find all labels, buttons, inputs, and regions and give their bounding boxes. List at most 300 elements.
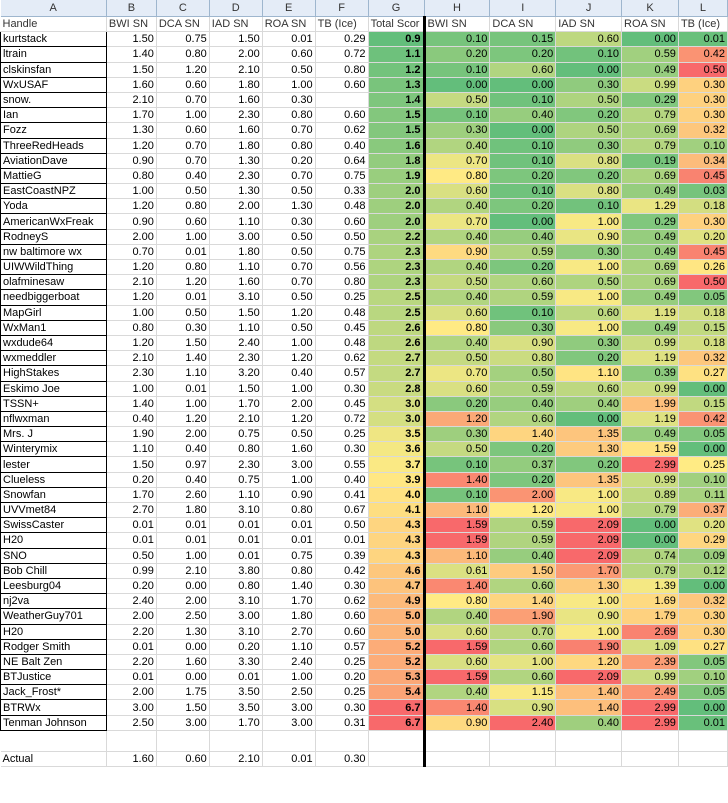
empty-cell[interactable] xyxy=(156,730,209,751)
error-cell[interactable]: 0.99 xyxy=(622,381,679,396)
total-score-cell[interactable]: 3.0 xyxy=(368,396,424,411)
forecast-cell[interactable]: 2.00 xyxy=(106,609,156,624)
forecast-cell[interactable]: 1.00 xyxy=(262,472,315,487)
error-cell[interactable]: 0.70 xyxy=(424,366,490,381)
error-cell[interactable]: 0.99 xyxy=(622,472,679,487)
error-cell[interactable]: 0.60 xyxy=(424,381,490,396)
forecast-cell[interactable]: 1.00 xyxy=(156,548,209,563)
forecast-cell[interactable]: 2.30 xyxy=(209,168,262,183)
error-cell[interactable]: 1.19 xyxy=(622,351,679,366)
error-cell[interactable]: 0.10 xyxy=(490,92,556,107)
error-cell[interactable]: 0.70 xyxy=(424,214,490,229)
total-score-cell[interactable]: 3.6 xyxy=(368,442,424,457)
error-cell[interactable]: 1.50 xyxy=(490,563,556,578)
empty-cell[interactable] xyxy=(622,730,679,751)
forecast-cell[interactable]: 0.75 xyxy=(209,427,262,442)
error-cell[interactable]: 0.05 xyxy=(678,685,727,700)
forecast-cell[interactable]: 0.30 xyxy=(262,92,315,107)
error-cell[interactable]: 0.34 xyxy=(678,153,727,168)
forecast-cell[interactable]: 0.99 xyxy=(106,563,156,578)
error-cell[interactable]: 0.89 xyxy=(622,487,679,502)
error-cell[interactable]: 0.40 xyxy=(424,229,490,244)
forecast-cell[interactable]: 1.00 xyxy=(156,108,209,123)
total-score-cell[interactable]: 2.0 xyxy=(368,199,424,214)
error-cell[interactable]: 0.90 xyxy=(556,609,622,624)
error-cell[interactable]: 0.50 xyxy=(556,123,622,138)
empty-cell[interactable] xyxy=(209,730,262,751)
forecast-cell[interactable]: 0.39 xyxy=(315,548,368,563)
handle-cell[interactable]: AmericanWxFreak xyxy=(1,214,107,229)
header-cell[interactable]: ROA SN xyxy=(622,17,679,32)
forecast-cell[interactable]: 0.80 xyxy=(262,563,315,578)
forecast-cell[interactable]: 0.64 xyxy=(315,153,368,168)
empty-cell[interactable] xyxy=(262,730,315,751)
error-cell[interactable]: 1.40 xyxy=(490,594,556,609)
forecast-cell[interactable]: 0.01 xyxy=(156,244,209,259)
handle-cell[interactable]: nflwxman xyxy=(1,411,107,426)
forecast-cell[interactable]: 0.01 xyxy=(106,670,156,685)
error-cell[interactable]: 0.42 xyxy=(678,47,727,62)
error-cell[interactable]: 0.45 xyxy=(678,244,727,259)
forecast-cell[interactable]: 1.80 xyxy=(262,609,315,624)
forecast-cell[interactable]: 1.70 xyxy=(262,594,315,609)
forecast-cell[interactable]: 0.80 xyxy=(156,199,209,214)
forecast-cell[interactable]: 0.75 xyxy=(262,548,315,563)
error-cell[interactable]: 0.30 xyxy=(678,624,727,639)
handle-cell[interactable]: wxmeddler xyxy=(1,351,107,366)
forecast-cell[interactable]: 2.70 xyxy=(106,503,156,518)
total-score-cell[interactable]: 4.3 xyxy=(368,518,424,533)
error-cell[interactable]: 0.32 xyxy=(678,594,727,609)
total-score-cell[interactable]: 5.2 xyxy=(368,639,424,654)
handle-cell[interactable]: Eskimo Joe xyxy=(1,381,107,396)
handle-cell[interactable]: ltrain xyxy=(1,47,107,62)
forecast-cell[interactable]: 0.80 xyxy=(209,578,262,593)
forecast-cell[interactable]: 1.80 xyxy=(209,244,262,259)
forecast-cell[interactable]: 0.00 xyxy=(156,639,209,654)
error-cell[interactable]: 0.69 xyxy=(622,123,679,138)
total-score-cell[interactable]: 2.5 xyxy=(368,290,424,305)
forecast-cell[interactable]: 0.50 xyxy=(262,229,315,244)
error-cell[interactable]: 0.11 xyxy=(678,487,727,502)
header-cell[interactable]: BWI SN xyxy=(424,17,490,32)
forecast-cell[interactable]: 1.00 xyxy=(156,396,209,411)
forecast-cell[interactable]: 0.01 xyxy=(262,533,315,548)
error-cell[interactable]: 0.20 xyxy=(678,518,727,533)
forecast-cell[interactable]: 1.20 xyxy=(106,335,156,350)
forecast-cell[interactable]: 3.80 xyxy=(209,563,262,578)
forecast-cell[interactable]: 0.62 xyxy=(315,594,368,609)
forecast-cell[interactable]: 2.40 xyxy=(262,654,315,669)
total-score-cell[interactable]: 5.2 xyxy=(368,654,424,669)
forecast-cell[interactable]: 0.41 xyxy=(315,487,368,502)
error-cell[interactable]: 0.00 xyxy=(678,381,727,396)
error-cell[interactable]: 1.00 xyxy=(556,290,622,305)
error-cell[interactable]: 0.10 xyxy=(490,138,556,153)
error-cell[interactable]: 0.10 xyxy=(556,199,622,214)
error-cell[interactable]: 0.10 xyxy=(678,670,727,685)
error-cell[interactable]: 0.60 xyxy=(490,275,556,290)
error-cell[interactable]: 0.05 xyxy=(678,427,727,442)
error-cell[interactable]: 0.27 xyxy=(678,366,727,381)
forecast-cell[interactable]: 0.50 xyxy=(262,320,315,335)
forecast-cell[interactable]: 0.70 xyxy=(156,153,209,168)
handle-cell[interactable]: kurtstack xyxy=(1,32,107,47)
error-cell[interactable]: 0.00 xyxy=(678,578,727,593)
forecast-cell[interactable]: 2.30 xyxy=(209,108,262,123)
error-cell[interactable]: 0.19 xyxy=(622,153,679,168)
empty-cell[interactable] xyxy=(106,730,156,751)
error-cell[interactable]: 0.40 xyxy=(424,260,490,275)
error-cell[interactable]: 0.50 xyxy=(556,275,622,290)
error-cell[interactable]: 0.40 xyxy=(490,548,556,563)
forecast-cell[interactable]: 2.10 xyxy=(209,62,262,77)
forecast-cell[interactable]: 0.75 xyxy=(209,472,262,487)
forecast-cell[interactable]: 1.20 xyxy=(106,199,156,214)
forecast-cell[interactable]: 0.62 xyxy=(315,351,368,366)
error-cell[interactable]: 0.79 xyxy=(622,138,679,153)
error-cell[interactable]: 1.40 xyxy=(490,427,556,442)
header-cell[interactable]: TB (Ice) xyxy=(678,17,727,32)
forecast-cell[interactable]: 1.50 xyxy=(106,457,156,472)
error-cell[interactable]: 0.20 xyxy=(490,199,556,214)
total-score-cell[interactable]: 4.3 xyxy=(368,533,424,548)
forecast-cell[interactable]: 1.10 xyxy=(262,639,315,654)
forecast-cell[interactable]: 0.50 xyxy=(262,62,315,77)
total-score-cell[interactable]: 4.3 xyxy=(368,548,424,563)
forecast-cell[interactable]: 1.20 xyxy=(156,411,209,426)
forecast-cell[interactable]: 1.30 xyxy=(156,624,209,639)
error-cell[interactable]: 2.99 xyxy=(622,700,679,715)
forecast-cell[interactable]: 0.50 xyxy=(262,290,315,305)
total-score-cell[interactable]: 2.6 xyxy=(368,335,424,350)
error-cell[interactable]: 0.40 xyxy=(424,138,490,153)
forecast-cell[interactable]: 1.60 xyxy=(209,92,262,107)
forecast-cell[interactable]: 0.80 xyxy=(262,108,315,123)
error-cell[interactable]: 0.59 xyxy=(490,244,556,259)
error-cell[interactable]: 0.20 xyxy=(424,396,490,411)
error-cell[interactable]: 0.50 xyxy=(424,92,490,107)
error-cell[interactable]: 0.59 xyxy=(490,381,556,396)
actual-value-cell[interactable]: 0.01 xyxy=(262,751,315,766)
handle-cell[interactable]: Ian xyxy=(1,108,107,123)
total-score-cell[interactable]: 1.9 xyxy=(368,168,424,183)
error-cell[interactable]: 1.30 xyxy=(556,578,622,593)
error-cell[interactable]: 1.15 xyxy=(490,685,556,700)
error-cell[interactable]: 0.30 xyxy=(556,138,622,153)
forecast-cell[interactable]: 1.60 xyxy=(106,77,156,92)
error-cell[interactable]: 0.37 xyxy=(490,457,556,472)
forecast-cell[interactable]: 1.50 xyxy=(156,700,209,715)
handle-cell[interactable]: wxdude64 xyxy=(1,335,107,350)
empty-cell[interactable] xyxy=(368,751,424,766)
handle-cell[interactable]: BTJustice xyxy=(1,670,107,685)
handle-cell[interactable]: WxUSAF xyxy=(1,77,107,92)
empty-cell[interactable] xyxy=(678,730,727,751)
column-letter-a[interactable]: A xyxy=(1,0,107,17)
error-cell[interactable]: 0.20 xyxy=(556,351,622,366)
total-score-cell[interactable]: 2.2 xyxy=(368,229,424,244)
forecast-cell[interactable]: 0.20 xyxy=(315,670,368,685)
handle-cell[interactable]: ThreeRedHeads xyxy=(1,138,107,153)
forecast-cell[interactable]: 2.50 xyxy=(156,609,209,624)
empty-cell[interactable] xyxy=(368,730,424,751)
error-cell[interactable]: 0.59 xyxy=(490,518,556,533)
forecast-cell[interactable]: 0.40 xyxy=(156,168,209,183)
error-cell[interactable]: 0.00 xyxy=(490,123,556,138)
error-cell[interactable]: 0.15 xyxy=(678,396,727,411)
error-cell[interactable]: 0.79 xyxy=(622,503,679,518)
forecast-cell[interactable]: 2.70 xyxy=(262,624,315,639)
error-cell[interactable]: 0.45 xyxy=(678,168,727,183)
forecast-cell[interactable]: 2.30 xyxy=(209,457,262,472)
forecast-cell[interactable]: 3.00 xyxy=(156,715,209,730)
forecast-cell[interactable]: 0.20 xyxy=(262,153,315,168)
forecast-cell[interactable]: 0.50 xyxy=(262,184,315,199)
error-cell[interactable]: 2.99 xyxy=(622,715,679,730)
forecast-cell[interactable]: 0.50 xyxy=(315,518,368,533)
column-letter-g[interactable]: G xyxy=(368,0,424,17)
error-cell[interactable]: 2.39 xyxy=(622,654,679,669)
error-cell[interactable]: 1.00 xyxy=(556,487,622,502)
error-cell[interactable]: 0.99 xyxy=(622,335,679,350)
error-cell[interactable]: 1.40 xyxy=(424,472,490,487)
forecast-cell[interactable]: 0.60 xyxy=(315,214,368,229)
handle-cell[interactable]: UVVmet84 xyxy=(1,503,107,518)
error-cell[interactable]: 0.00 xyxy=(424,77,490,92)
forecast-cell[interactable]: 0.60 xyxy=(315,108,368,123)
header-cell[interactable]: Handle xyxy=(1,17,107,32)
error-cell[interactable]: 0.00 xyxy=(622,533,679,548)
error-cell[interactable]: 0.79 xyxy=(622,563,679,578)
error-cell[interactable]: 0.70 xyxy=(424,153,490,168)
forecast-cell[interactable]: 1.50 xyxy=(106,62,156,77)
error-cell[interactable]: 0.40 xyxy=(424,290,490,305)
error-cell[interactable]: 0.61 xyxy=(424,563,490,578)
error-cell[interactable]: 0.60 xyxy=(424,305,490,320)
error-cell[interactable]: 1.30 xyxy=(556,442,622,457)
forecast-cell[interactable]: 1.30 xyxy=(262,199,315,214)
forecast-cell[interactable]: 0.01 xyxy=(209,670,262,685)
empty-cell[interactable] xyxy=(678,751,727,766)
error-cell[interactable]: 1.39 xyxy=(622,578,679,593)
handle-cell[interactable]: UIWWildThing xyxy=(1,260,107,275)
forecast-cell[interactable]: 0.01 xyxy=(106,533,156,548)
forecast-cell[interactable]: 0.90 xyxy=(262,487,315,502)
error-cell[interactable]: 2.09 xyxy=(556,548,622,563)
total-score-cell[interactable]: 2.7 xyxy=(368,351,424,366)
forecast-cell[interactable]: 1.20 xyxy=(262,411,315,426)
total-score-cell[interactable]: 2.5 xyxy=(368,305,424,320)
error-cell[interactable]: 0.80 xyxy=(424,320,490,335)
header-cell[interactable]: ROA SN xyxy=(262,17,315,32)
forecast-cell[interactable]: 0.50 xyxy=(156,184,209,199)
total-score-cell[interactable]: 1.4 xyxy=(368,92,424,107)
handle-cell[interactable]: Rodger Smith xyxy=(1,639,107,654)
forecast-cell[interactable]: 1.00 xyxy=(262,670,315,685)
forecast-cell[interactable]: 0.57 xyxy=(315,366,368,381)
error-cell[interactable]: 0.79 xyxy=(622,108,679,123)
forecast-cell[interactable]: 1.60 xyxy=(156,654,209,669)
actual-value-cell[interactable]: 0.60 xyxy=(156,751,209,766)
error-cell[interactable]: 0.50 xyxy=(424,442,490,457)
forecast-cell[interactable]: 0.60 xyxy=(262,47,315,62)
forecast-cell[interactable]: 1.40 xyxy=(106,396,156,411)
forecast-cell[interactable]: 0.01 xyxy=(262,518,315,533)
error-cell[interactable]: 0.50 xyxy=(678,62,727,77)
forecast-cell[interactable]: 0.72 xyxy=(315,411,368,426)
error-cell[interactable]: 0.00 xyxy=(490,77,556,92)
error-cell[interactable]: 0.30 xyxy=(490,320,556,335)
total-score-cell[interactable]: 4.9 xyxy=(368,594,424,609)
forecast-cell[interactable]: 2.20 xyxy=(106,624,156,639)
forecast-cell[interactable]: 2.00 xyxy=(156,427,209,442)
forecast-cell[interactable]: 1.00 xyxy=(106,305,156,320)
error-cell[interactable]: 1.00 xyxy=(556,260,622,275)
error-cell[interactable]: 0.10 xyxy=(490,305,556,320)
error-cell[interactable]: 0.20 xyxy=(490,168,556,183)
error-cell[interactable]: 0.10 xyxy=(424,62,490,77)
error-cell[interactable]: 0.09 xyxy=(678,548,727,563)
forecast-cell[interactable]: 0.20 xyxy=(106,472,156,487)
forecast-cell[interactable]: 0.30 xyxy=(262,214,315,229)
error-cell[interactable]: 0.03 xyxy=(678,184,727,199)
forecast-cell[interactable]: 2.40 xyxy=(106,594,156,609)
forecast-cell[interactable]: 0.25 xyxy=(315,685,368,700)
forecast-cell[interactable]: 0.80 xyxy=(106,320,156,335)
handle-cell[interactable]: olafminesaw xyxy=(1,275,107,290)
column-letter-d[interactable]: D xyxy=(209,0,262,17)
error-cell[interactable]: 0.49 xyxy=(622,290,679,305)
error-cell[interactable]: 2.40 xyxy=(490,715,556,730)
handle-cell[interactable]: lester xyxy=(1,457,107,472)
handle-cell[interactable]: RodneyS xyxy=(1,229,107,244)
forecast-cell[interactable]: 1.70 xyxy=(209,715,262,730)
error-cell[interactable]: 1.00 xyxy=(556,320,622,335)
total-score-cell[interactable]: 4.6 xyxy=(368,563,424,578)
forecast-cell[interactable]: 2.10 xyxy=(209,411,262,426)
error-cell[interactable]: 0.30 xyxy=(556,244,622,259)
forecast-cell[interactable]: 3.50 xyxy=(209,700,262,715)
forecast-cell[interactable]: 1.00 xyxy=(106,184,156,199)
forecast-cell[interactable]: 0.70 xyxy=(262,123,315,138)
forecast-cell[interactable]: 2.10 xyxy=(156,563,209,578)
error-cell[interactable]: 1.10 xyxy=(424,548,490,563)
forecast-cell[interactable]: 2.00 xyxy=(106,685,156,700)
error-cell[interactable]: 0.18 xyxy=(678,199,727,214)
error-cell[interactable]: 1.40 xyxy=(556,700,622,715)
forecast-cell[interactable]: 0.90 xyxy=(106,214,156,229)
error-cell[interactable]: 1.00 xyxy=(556,214,622,229)
forecast-cell[interactable]: 0.33 xyxy=(315,184,368,199)
forecast-cell[interactable]: 0.40 xyxy=(156,472,209,487)
error-cell[interactable]: 0.00 xyxy=(678,700,727,715)
forecast-cell[interactable]: 3.00 xyxy=(209,609,262,624)
handle-cell[interactable]: BTRWx xyxy=(1,700,107,715)
error-cell[interactable]: 0.29 xyxy=(622,214,679,229)
handle-cell[interactable]: Leesburg04 xyxy=(1,578,107,593)
error-cell[interactable]: 0.30 xyxy=(678,609,727,624)
error-cell[interactable]: 0.10 xyxy=(424,487,490,502)
error-cell[interactable]: 0.90 xyxy=(424,715,490,730)
forecast-cell[interactable]: 0.62 xyxy=(315,123,368,138)
handle-cell[interactable]: MapGirl xyxy=(1,305,107,320)
total-score-cell[interactable]: 1.1 xyxy=(368,47,424,62)
error-cell[interactable]: 0.20 xyxy=(490,472,556,487)
error-cell[interactable]: 0.80 xyxy=(490,351,556,366)
error-cell[interactable]: 1.40 xyxy=(424,578,490,593)
error-cell[interactable]: 0.60 xyxy=(424,654,490,669)
error-cell[interactable]: 0.10 xyxy=(490,184,556,199)
error-cell[interactable]: 1.00 xyxy=(556,624,622,639)
error-cell[interactable]: 1.79 xyxy=(622,609,679,624)
forecast-cell[interactable]: 1.10 xyxy=(209,487,262,502)
forecast-cell[interactable]: 2.30 xyxy=(209,351,262,366)
forecast-cell[interactable]: 0.70 xyxy=(262,260,315,275)
forecast-cell[interactable]: 0.25 xyxy=(315,290,368,305)
forecast-cell[interactable]: 1.50 xyxy=(209,32,262,47)
forecast-cell[interactable]: 1.30 xyxy=(106,123,156,138)
total-score-cell[interactable]: 2.6 xyxy=(368,320,424,335)
forecast-cell[interactable]: 1.40 xyxy=(156,351,209,366)
forecast-cell[interactable]: 0.50 xyxy=(262,427,315,442)
handle-cell[interactable]: WxMan1 xyxy=(1,320,107,335)
forecast-cell[interactable]: 0.70 xyxy=(156,92,209,107)
handle-cell[interactable]: HighStakes xyxy=(1,366,107,381)
handle-cell[interactable]: H20 xyxy=(1,624,107,639)
forecast-cell[interactable]: 3.00 xyxy=(209,229,262,244)
error-cell[interactable]: 0.70 xyxy=(490,624,556,639)
error-cell[interactable]: 0.30 xyxy=(678,108,727,123)
empty-cell[interactable] xyxy=(556,751,622,766)
error-cell[interactable]: 0.00 xyxy=(556,411,622,426)
error-cell[interactable]: 0.40 xyxy=(424,609,490,624)
forecast-cell[interactable]: 0.60 xyxy=(315,624,368,639)
error-cell[interactable]: 0.60 xyxy=(490,62,556,77)
total-score-cell[interactable]: 2.8 xyxy=(368,381,424,396)
forecast-cell[interactable]: 0.80 xyxy=(209,442,262,457)
error-cell[interactable]: 0.42 xyxy=(678,411,727,426)
forecast-cell[interactable]: 0.30 xyxy=(315,578,368,593)
error-cell[interactable]: 1.40 xyxy=(556,685,622,700)
forecast-cell[interactable]: 2.00 xyxy=(106,229,156,244)
total-score-cell[interactable]: 4.1 xyxy=(368,503,424,518)
header-cell[interactable]: BWI SN xyxy=(106,17,156,32)
error-cell[interactable]: 1.69 xyxy=(622,594,679,609)
error-cell[interactable]: 0.80 xyxy=(424,168,490,183)
forecast-cell[interactable]: 0.01 xyxy=(156,533,209,548)
error-cell[interactable]: 0.20 xyxy=(556,108,622,123)
error-cell[interactable]: 0.01 xyxy=(678,715,727,730)
forecast-cell[interactable]: 0.48 xyxy=(315,199,368,214)
error-cell[interactable]: 0.60 xyxy=(556,305,622,320)
handle-cell[interactable]: TSSN+ xyxy=(1,396,107,411)
error-cell[interactable]: 0.49 xyxy=(622,244,679,259)
forecast-cell[interactable]: 2.00 xyxy=(262,396,315,411)
error-cell[interactable]: 1.00 xyxy=(556,503,622,518)
error-cell[interactable]: 0.60 xyxy=(556,32,622,47)
forecast-cell[interactable]: 0.80 xyxy=(315,275,368,290)
error-cell[interactable]: 0.49 xyxy=(622,184,679,199)
forecast-cell[interactable]: 1.60 xyxy=(209,275,262,290)
forecast-cell[interactable]: 0.30 xyxy=(315,700,368,715)
handle-cell[interactable]: Fozz xyxy=(1,123,107,138)
total-score-cell[interactable]: 1.5 xyxy=(368,108,424,123)
forecast-cell[interactable]: 1.80 xyxy=(156,503,209,518)
forecast-cell[interactable]: 0.40 xyxy=(315,138,368,153)
forecast-cell[interactable]: 3.00 xyxy=(262,715,315,730)
error-cell[interactable]: 0.40 xyxy=(490,396,556,411)
